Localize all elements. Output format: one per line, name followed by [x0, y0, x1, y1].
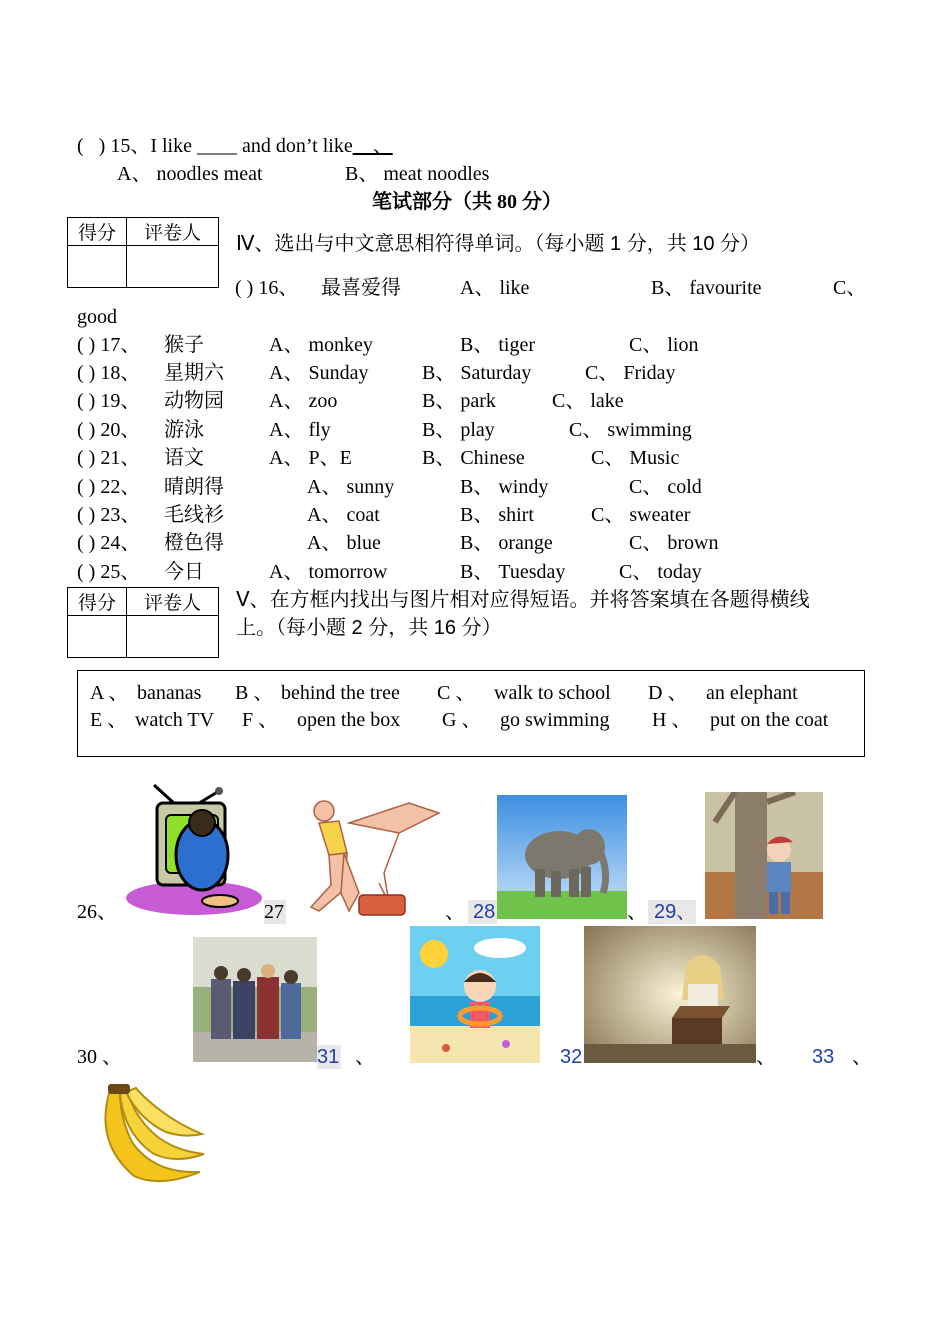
q15-text: I like ____ and don’t like [150, 135, 353, 157]
q18-num: ( ) 18、 [77, 362, 141, 384]
q22-option-b: B、 windy [460, 476, 549, 498]
q22-option-a: A、 sunny [307, 476, 395, 498]
q21-chinese: 语文 [164, 447, 204, 469]
grader-cell [127, 616, 219, 658]
q15-num: 15、 [110, 135, 151, 157]
q23-option-c: C、 sweater [591, 504, 691, 526]
phrase-letter-h: H 、 [652, 709, 692, 731]
phrase-d: an elephant [706, 682, 798, 704]
q18-option-b: B、 Saturday [422, 362, 532, 384]
phrase-f: open the box [297, 709, 401, 731]
grader-header: 评卷人 [127, 588, 219, 616]
section-5-title-line-1: Ⅴ、在方框内找出与图片相对应得短语。并将答案填在各题得横线 [236, 589, 810, 611]
label-27: 27 [264, 901, 284, 923]
q18-chinese: 星期六 [164, 362, 224, 384]
q15-option-b: B、 meat noodles [345, 163, 490, 185]
q21-num: ( ) 21、 [77, 447, 141, 469]
tv-boy-image [124, 783, 264, 918]
elephant-image [497, 795, 627, 919]
q17-num: ( ) 17、 [77, 334, 141, 356]
q24-chinese: 橙色得 [164, 532, 224, 554]
sep-28: 、 [627, 901, 647, 923]
q16-option-c: C、 [833, 277, 867, 299]
q15-blank: __、 [352, 135, 393, 157]
q15-option-a: A、 noodles meat [117, 163, 263, 185]
phrase-letter-g: G 、 [442, 709, 482, 731]
score-cell [68, 616, 127, 658]
q15-paren: ( [77, 135, 84, 157]
q22-chinese: 晴朗得 [164, 476, 224, 498]
q20-option-b: B、 play [422, 419, 495, 441]
grader-header: 评卷人 [127, 218, 219, 246]
q23-option-a: A、 coat [307, 504, 380, 526]
phrase-h: put on the coat [710, 709, 829, 731]
q19-num: ( ) 19、 [77, 390, 141, 412]
label-32: 32 [560, 1046, 583, 1068]
q16-num: ( ) 16、 [235, 277, 299, 299]
q15-close: ) [98, 135, 106, 157]
q20-chinese: 游泳 [164, 419, 204, 441]
sep-33: 、 [852, 1046, 872, 1068]
label-30: 30 、 [77, 1046, 122, 1068]
q25-option-a: A、 tomorrow [269, 561, 388, 583]
q17-option-c: C、 lion [629, 334, 699, 356]
q17-option-b: B、 tiger [460, 334, 535, 356]
q18-option-a: A、 Sunday [269, 362, 369, 384]
sep-27: 、 [445, 901, 465, 923]
phrase-letter-f: F 、 [242, 709, 279, 731]
q24-option-a: A、 blue [307, 532, 381, 554]
coat-man-image [289, 793, 449, 919]
phrase-e: watch TV [135, 709, 215, 731]
phrase-letter-e: E 、 [90, 709, 128, 731]
score-table-1 [67, 217, 219, 288]
written-part-title: 笔试部分（共 80 分） [372, 191, 562, 213]
q15-line [77, 134, 393, 158]
phrase-letter-a: A 、 [90, 682, 129, 704]
q18-option-c: C、 Friday [585, 362, 676, 384]
grader-cell [127, 246, 219, 288]
q16-option-b: B、 favourite [651, 277, 762, 299]
phrase-g: go swimming [500, 709, 610, 731]
q16-chinese: 最喜爱得 [321, 277, 401, 299]
tree-child-image [705, 792, 823, 919]
q19-chinese: 动物园 [164, 390, 224, 412]
q21-option-a: A、 P、E [269, 447, 352, 469]
phrase-letter-c: C 、 [437, 682, 476, 704]
q22-num: ( ) 22、 [77, 476, 141, 498]
q23-num: ( ) 23、 [77, 504, 141, 526]
q25-option-c: C、 today [619, 561, 702, 583]
q23-option-b: B、 shirt [460, 504, 534, 526]
label-29: 29、 [648, 900, 696, 924]
q25-option-b: B、 Tuesday [460, 561, 566, 583]
q16-option-c-word: good [77, 306, 117, 328]
open-box-image [584, 926, 756, 1063]
beach-boy-image [410, 926, 540, 1063]
q22-option-c: C、 cold [629, 476, 702, 498]
q20-option-c: C、 swimming [569, 419, 692, 441]
q21-option-b: B、 Chinese [422, 447, 525, 469]
q16-option-a: A、 like [460, 277, 530, 299]
q20-option-a: A、 fly [269, 419, 331, 441]
section-5-title-line-2: 上。（每小题 2 分，共 16 分） [236, 617, 502, 639]
label-33: 33 [812, 1046, 835, 1068]
q20-num: ( ) 20、 [77, 419, 141, 441]
q24-option-c: C、 brown [629, 532, 719, 554]
sep-32: 、 [756, 1046, 776, 1068]
label-28: 28 [468, 900, 497, 924]
q19-option-c: C、 lake [552, 390, 624, 412]
q25-chinese: 今日 [164, 561, 204, 583]
section-4-title: Ⅳ、选出与中文意思相符得单词。（每小题 1 分，共 10 分） [236, 233, 761, 255]
q19-option-a: A、 zoo [269, 390, 338, 412]
q17-option-a: A、 monkey [269, 334, 373, 356]
q17-chinese: 猴子 [164, 334, 204, 356]
phrase-b: behind the tree [281, 682, 400, 704]
q23-chinese: 毛线衫 [164, 504, 224, 526]
score-header: 得分 [68, 588, 127, 616]
phrase-letter-b: B 、 [235, 682, 274, 704]
sep-31: 、 [355, 1046, 375, 1068]
q19-option-b: B、 park [422, 390, 496, 412]
label-31: 31 [317, 1046, 340, 1068]
phrase-letter-d: D 、 [648, 682, 688, 704]
score-cell [68, 246, 127, 288]
q24-option-b: B、 orange [460, 532, 553, 554]
phrase-c: walk to school [494, 682, 611, 704]
label-26: 26、 [77, 901, 117, 923]
phrase-a: bananas [137, 682, 202, 704]
q21-option-c: C、 Music [591, 447, 680, 469]
score-table-2 [67, 587, 219, 658]
q25-num: ( ) 25、 [77, 561, 141, 583]
bananas-image [92, 1084, 210, 1188]
score-header: 得分 [68, 218, 127, 246]
q24-num: ( ) 24、 [77, 532, 141, 554]
walk-to-school-image [193, 937, 317, 1062]
